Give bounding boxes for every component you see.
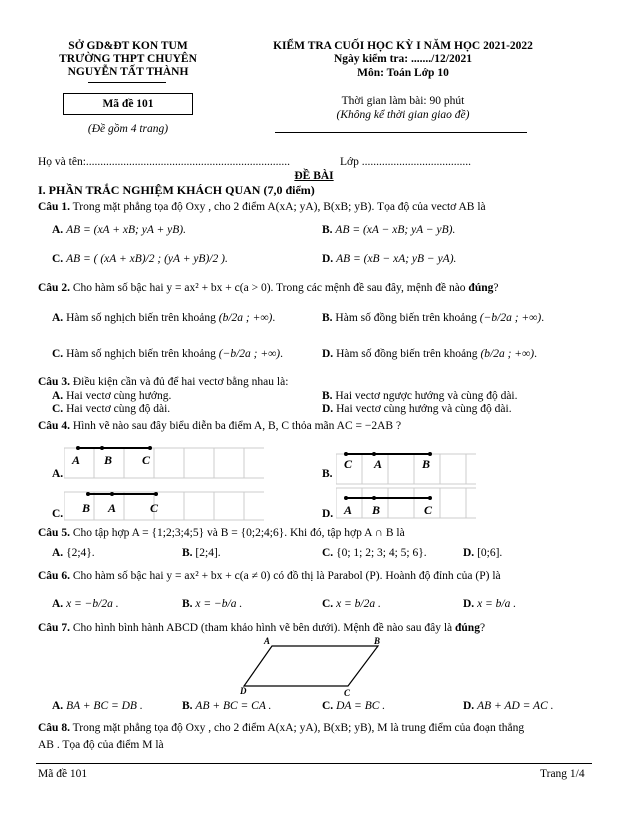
q4d-pt3: C xyxy=(424,503,433,517)
exam-date: Ngày kiểm tra: ......./12/2021 xyxy=(334,53,472,65)
q1-stem: Câu 1. Trong mặt phẳng tọa độ Oxy , cho 2 điểm A(xA; yA), B(xB; yB). Tọa độ của vectơ AB là xyxy=(38,201,486,213)
q4-figure-b xyxy=(336,448,476,488)
q2-option-d[interactable]: D. Hàm số đồng biến trên khoảng (b/2a ; +∞). xyxy=(322,348,537,360)
header-dept: SỞ GD&ĐT KON TUM xyxy=(68,40,188,52)
q3-option-a[interactable]: A. Hai vectơ cùng hướng. xyxy=(52,390,172,402)
q7-vertex-b: B xyxy=(374,636,381,646)
q8-stem: Câu 8. Trong mặt phẳng tọa độ Oxy , cho 2 điểm A(xA; yA), B(xB; yB), M là trung điểm của đoạn thẳng xyxy=(38,722,525,734)
exam-subject: Môn: Toán Lớp 10 xyxy=(357,67,449,79)
q4b-pt3: B xyxy=(422,457,431,471)
q2-option-c[interactable]: C. Hàm số nghịch biến trên khoảng (−b/2a ; +∞). xyxy=(52,348,284,360)
q4-figure-a xyxy=(64,440,264,480)
q6-option-b[interactable]: B. x = −b/a . xyxy=(182,598,243,610)
header-school-1: TRƯỜNG THPT CHUYÊN xyxy=(59,53,197,65)
q4b-pt2: A xyxy=(374,457,383,471)
pages-note: (Đề gồm 4 trang) xyxy=(87,123,169,135)
q4a-pt1: A xyxy=(72,453,81,467)
q7-option-d[interactable]: D. AB + AD = AC . xyxy=(463,700,554,712)
q4-option-c-label[interactable]: C. xyxy=(52,508,64,520)
footer-exam-code: Mã đề 101 xyxy=(38,768,88,780)
exam-title: KIỂM TRA CUỐI HỌC KỲ I NĂM HỌC 2021-2022 xyxy=(273,40,533,52)
exam-time-note: (Không kể thời gian giao đề) xyxy=(336,109,470,121)
q4a-pt2: B xyxy=(104,453,113,467)
q4-figure-c xyxy=(64,488,264,522)
heading-de-bai: ĐỀ BÀI xyxy=(294,170,334,182)
q7-vertex-c: C xyxy=(344,688,351,696)
q7-vertex-d: D xyxy=(240,686,247,696)
exam-time: Thời gian làm bài: 90 phút xyxy=(341,95,465,107)
header-school-2: NGUYỄN TẤT THÀNH xyxy=(67,66,189,78)
q4d-pt1: A xyxy=(344,503,353,517)
q2-option-b[interactable]: B. Hàm số đồng biến trên khoảng (−b/2a ; +∞). xyxy=(322,312,545,324)
q7-option-b[interactable]: B. AB + BC = CA . xyxy=(182,700,272,712)
q4-option-b-label[interactable]: B. xyxy=(322,468,333,480)
q1-option-a[interactable]: A. AB = (xA + xB; yA + yB). xyxy=(52,224,186,236)
q1-option-c[interactable]: C. AB = ( (xA + xB)/2 ; (yA + yB)/2 ). xyxy=(52,253,228,265)
q7-option-c[interactable]: C. DA = BC . xyxy=(322,700,386,712)
q5-option-a[interactable]: A. {2;4}. xyxy=(52,547,95,559)
q6-option-c[interactable]: C. x = b/2a . xyxy=(322,598,381,610)
q2-stem: Câu 2. Cho hàm số bậc hai y = ax² + bx + c(a > 0). Trong các mệnh đề sau đây, mệnh đề nào đúng? xyxy=(38,282,499,294)
q7-parallelogram-figure xyxy=(240,636,390,696)
q6-stem: Câu 6. Cho hàm số bậc hai y = ax² + bx + c(a ≠ 0) có đồ thị là Parabol (P). Hoành độ đỉnh của (P) là xyxy=(38,570,501,582)
q4c-pt1: B xyxy=(82,501,91,515)
student-name-field: Họ và tên:....................................................................... xyxy=(38,156,291,168)
q3-stem: Câu 3. Điều kiện cần và đủ để hai vectơ bằng nhau là: xyxy=(38,376,289,388)
q4d-pt2: B xyxy=(372,503,381,517)
q3-option-b[interactable]: B. Hai vectơ ngược hướng và cùng độ dài. xyxy=(322,390,518,402)
q4-option-d-label[interactable]: D. xyxy=(322,508,334,520)
q8-stem-2: AB . Tọa độ của điểm M là xyxy=(38,739,164,751)
student-class-field: Lớp ...................................... xyxy=(340,156,471,168)
q4c-pt2: A xyxy=(108,501,117,515)
q2-option-a[interactable]: A. Hàm số nghịch biến trên khoảng (b/2a ; +∞). xyxy=(52,312,276,324)
q4-figure-d xyxy=(336,484,476,520)
q5-option-d[interactable]: D. [0;6]. xyxy=(463,547,503,559)
q5-stem: Câu 5. Cho tập hợp A = {1;2;3;4;5} và B = {0;2;4;6}. Khi đó, tập hợp A ∩ B là xyxy=(38,527,405,539)
header-right-rule xyxy=(275,132,527,133)
q6-option-a[interactable]: A. x = −b/2a . xyxy=(52,598,119,610)
q5-option-c[interactable]: C. {0; 1; 2; 3; 4; 5; 6}. xyxy=(322,547,427,559)
footer-page-number: Trang 1/4 xyxy=(540,768,585,780)
q3-option-c[interactable]: C. Hai vectơ cùng độ dài. xyxy=(52,403,171,415)
q4a-pt3: C xyxy=(142,453,151,467)
q7-vertex-a: A xyxy=(264,636,271,646)
q3-option-d[interactable]: D. Hai vectơ cùng hướng và cùng độ dài. xyxy=(322,403,512,415)
q4c-pt3: C xyxy=(150,501,159,515)
exam-code-box: Mã đề 101 xyxy=(63,93,193,115)
q4b-pt1: C xyxy=(344,457,353,471)
q7-stem: Câu 7. Cho hình bình hành ABCD (tham khảo hình vẽ bên dưới). Mệnh đề nào sau đây là đúng? xyxy=(38,622,486,634)
q7-option-a[interactable]: A. BA + BC = DB . xyxy=(52,700,143,712)
q4-option-a-label[interactable]: A. xyxy=(52,468,64,480)
q1-option-b[interactable]: B. AB = (xA − xB; yA − yB). xyxy=(322,224,456,236)
q5-option-b[interactable]: B. [2;4]. xyxy=(182,547,221,559)
q1-option-d[interactable]: D. AB = (xB − xA; yB − yA). xyxy=(322,253,457,265)
q6-option-d[interactable]: D. x = b/a . xyxy=(463,598,517,610)
q4-stem: Câu 4. Hình vẽ nào sau đây biểu diễn ba điểm A, B, C thỏa mãn AC = −2AB ? xyxy=(38,420,402,432)
header-underline xyxy=(88,82,166,83)
footer-rule xyxy=(36,763,592,764)
section-title: I. PHẦN TRẮC NGHIỆM KHÁCH QUAN (7,0 điểm) xyxy=(38,183,315,197)
